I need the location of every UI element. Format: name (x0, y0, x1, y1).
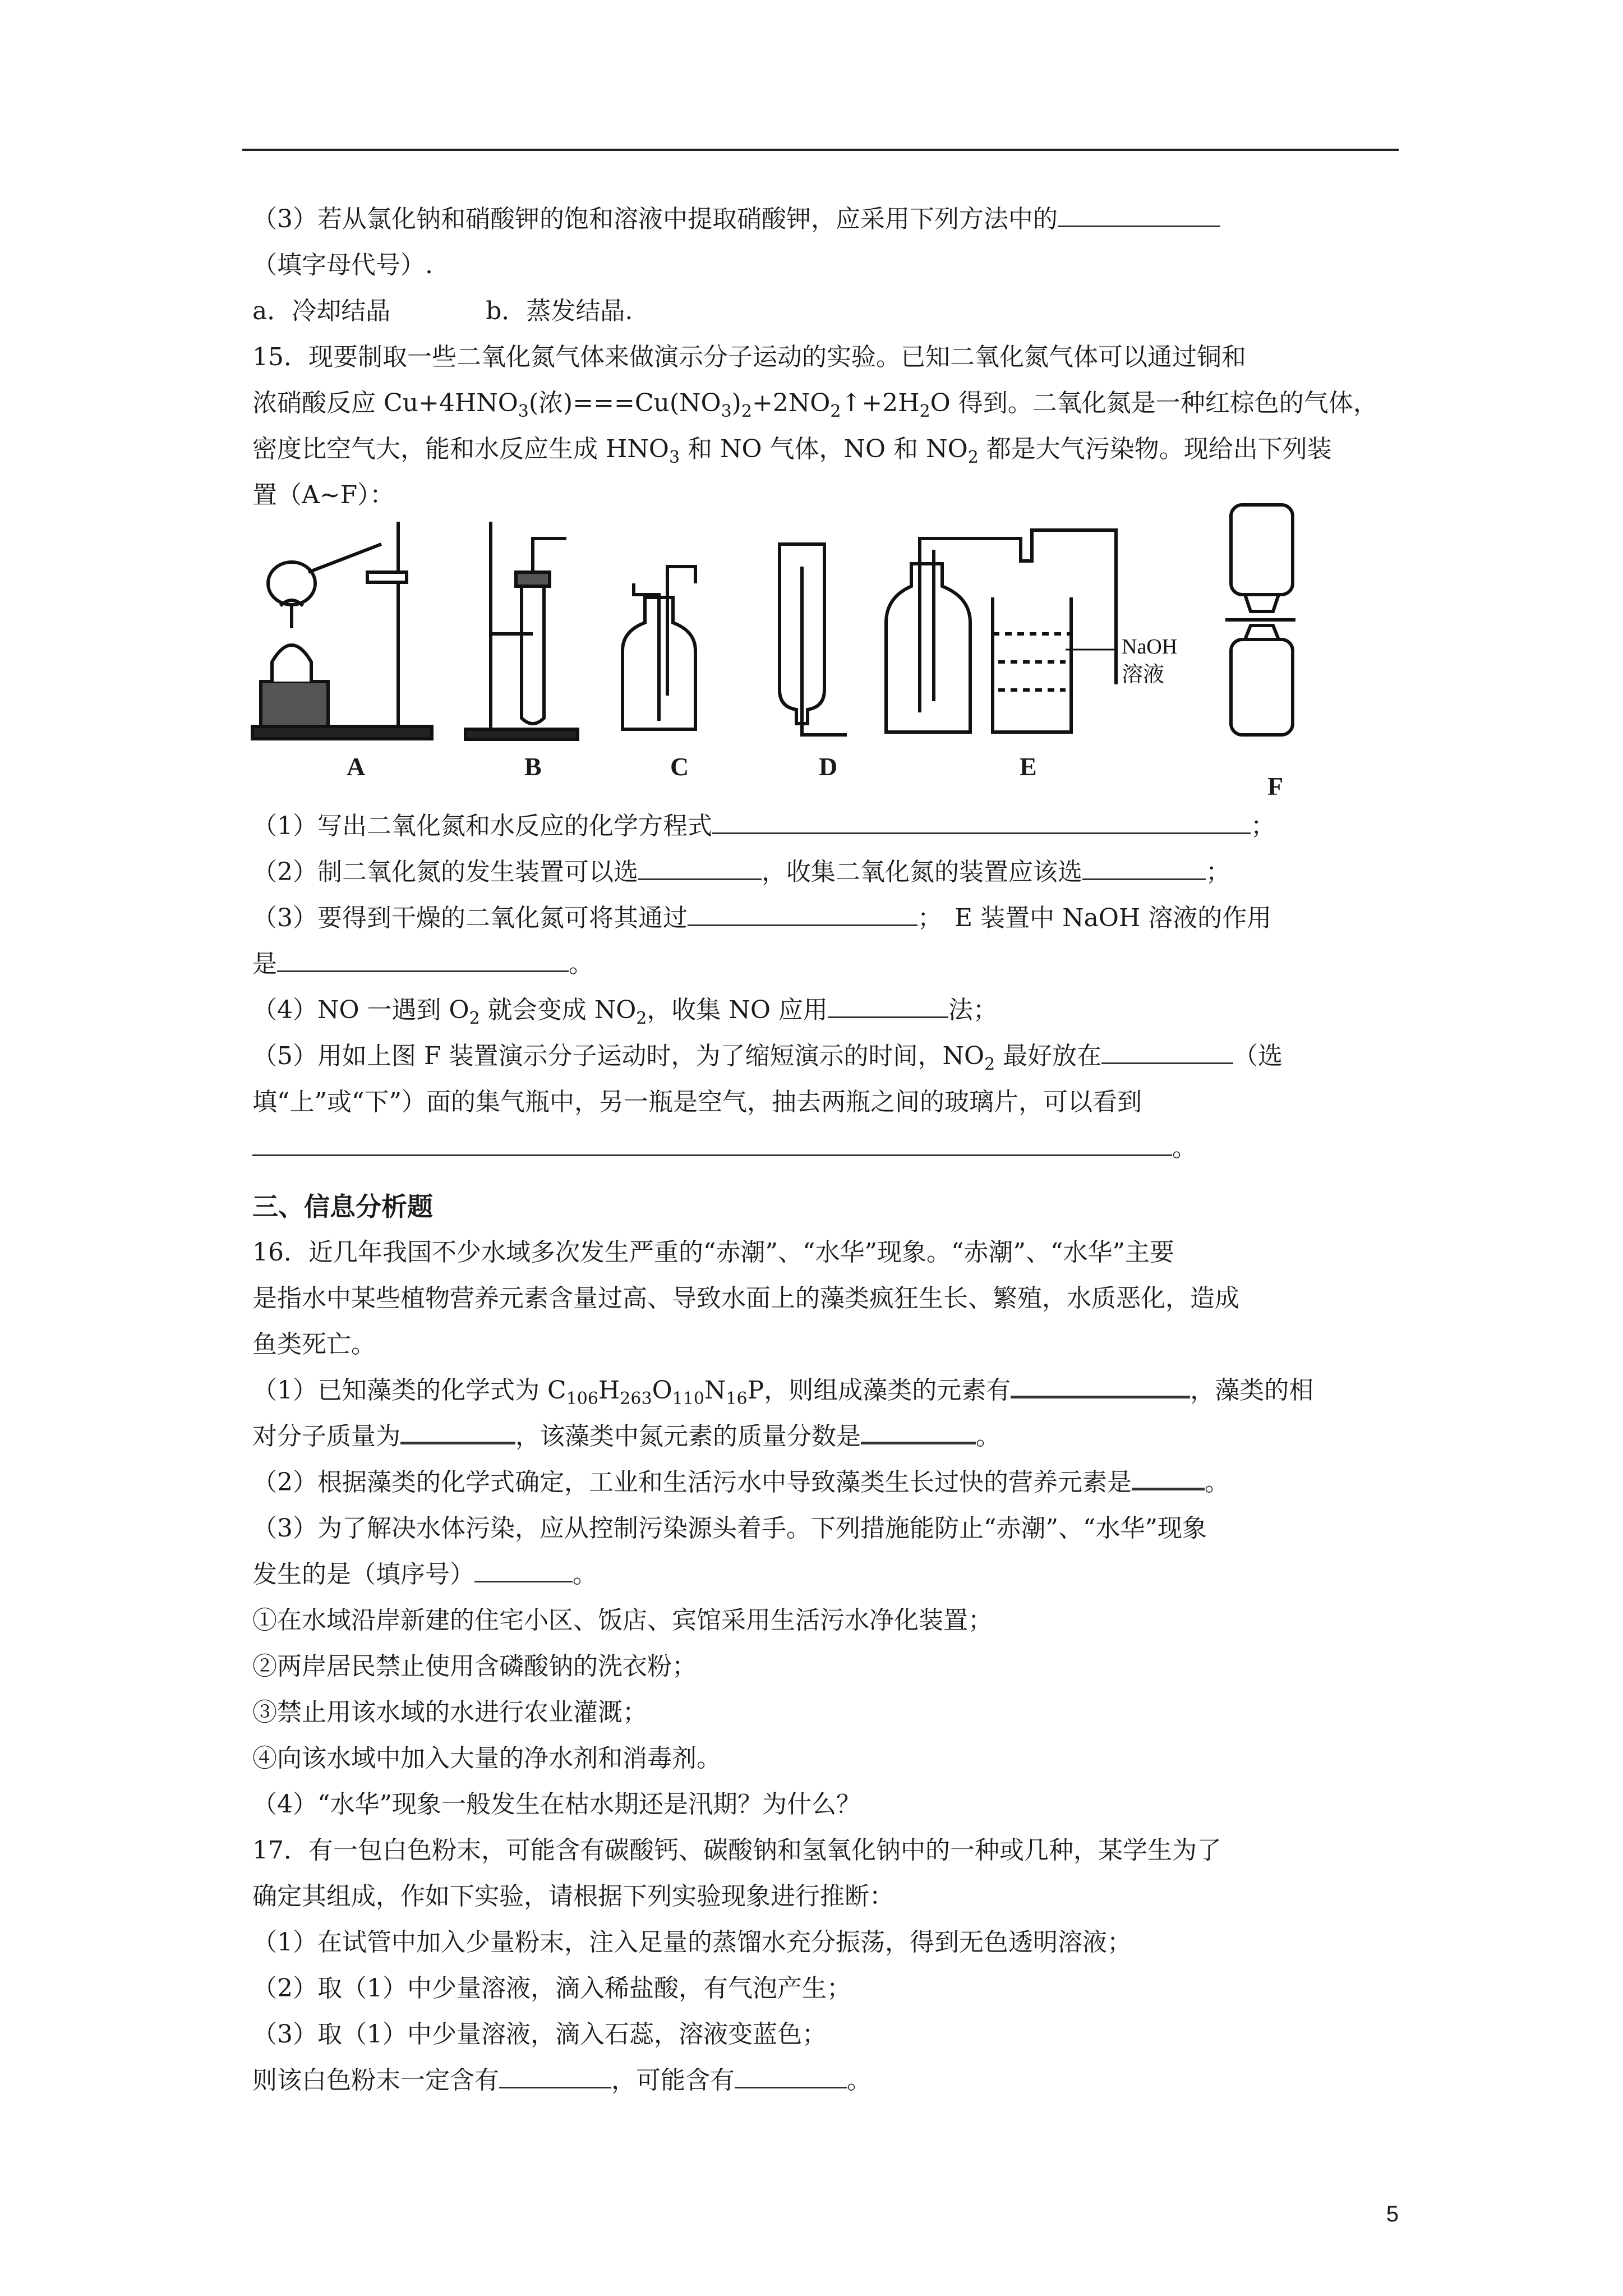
q16-part3: （3）为了解决水体污染，应从控制污染源头着手。下列措施能防止“赤潮”、“水华”现象 (252, 1514, 1207, 1543)
q16-part3-line2: 发生的是（填序号） 。 (252, 1552, 1399, 1598)
naoh-label: NaOH (1122, 635, 1178, 659)
q17-step2: （2）取（1）中少量溶液，滴入稀盐酸，有气泡产生； (252, 1974, 851, 2003)
answer-blank[interactable] (861, 1414, 976, 1444)
q14-3-line1: （3）若从氯化钠和硝酸钾的饱和溶液中提取硝酸钾，应采用下列方法中的 (252, 196, 1399, 242)
option-a: a．冷却结晶 (252, 297, 391, 325)
page-number: 5 (1386, 2202, 1399, 2226)
section-title: 三、信息分析题 (252, 1191, 433, 1222)
q17-conclusion: 则该白色粉末一定含有 ，可能含有 。 (252, 2058, 1399, 2104)
q16-part1-line2: 对分子质量为 ，该藻类中氮元素的质量分数是 。 (252, 1414, 1399, 1460)
answer-blank[interactable] (638, 850, 762, 880)
q16-option4: ④向该水域中加入大量的净水剂和消毒剂。 (252, 1744, 721, 1773)
answer-blank[interactable] (735, 2059, 847, 2088)
apparatus-c-icon (623, 567, 695, 729)
solution-label: 溶液 (1122, 663, 1165, 687)
q16-intro2: 是指水中某些植物营养元素含量过高、导致水面上的藻类疯狂生长、繁殖，水质恶化，造成 (252, 1284, 1239, 1313)
answer-blank[interactable] (1011, 1368, 1190, 1398)
q16-intro1: 16．近几年我国不少水域多次发生严重的“赤潮”、“水华”现象。“赤潮”、“水华”主要 (252, 1238, 1174, 1267)
apparatus-f-icon (1225, 505, 1295, 735)
apparatus-a-icon (252, 522, 432, 739)
apparatus-b-icon (465, 522, 578, 739)
q15-part3-cont: 是 。 (252, 941, 1399, 987)
q17-intro1: 17．有一包白色粉末，可能含有碳酸钙、碳酸钠和氢氧化钠中的一种或几种，某学生为了 (252, 1836, 1221, 1865)
q15-intro3: 密度比空气大，能和水反应生成 $HNO_3$ 和 NO 气体，NO 和 $NO_2$ 都是大气污染物。现给出下列装 (252, 435, 1332, 467)
q16-option3: ③禁止用该水域的水进行农业灌溉； (252, 1698, 647, 1727)
q15-part1: （1）写出二氧化氮和水反应的化学方程式 ； (252, 803, 1399, 849)
q15-part5-line3: 。 (252, 1125, 1399, 1171)
answer-blank[interactable] (828, 988, 948, 1018)
header-rule (242, 149, 1399, 151)
answer-blank[interactable] (688, 896, 917, 926)
answer-blank[interactable] (277, 942, 569, 972)
q14-3-line2: （填字母代号）. (252, 251, 433, 279)
q15-part3: （3）要得到干燥的二氧化氮可将其通过 ； E 装置中 NaOH 溶液的作用 (252, 895, 1399, 941)
answer-blank[interactable] (1132, 1460, 1205, 1490)
q16-part1: （1）已知藻类的化学式为 $C_{106}H_{263}O_{110}N_{16}P$，则组成藻类的元素有 ，藻类的相 (252, 1368, 1399, 1414)
answer-blank[interactable] (1082, 850, 1206, 880)
answer-blank[interactable] (1101, 1034, 1233, 1064)
apparatus-d-icon (780, 544, 847, 735)
label-d: D (819, 752, 838, 781)
apparatus-figure (241, 499, 1295, 802)
label-b: B (524, 752, 542, 781)
q16-option2: ②两岸居民禁止使用含磷酸钠的洗衣粉； (252, 1652, 697, 1681)
q17-step3: （3）取（1）中少量溶液，滴入石蕊，溶液变蓝色； (252, 2020, 827, 2049)
q17-step1: （1）在试管中加入少量粉末，注入足量的蒸馏水充分振荡，得到无色透明溶液； (252, 1928, 1132, 1957)
answer-blank[interactable] (252, 1126, 1172, 1156)
option-b: b．蒸发结晶. (486, 297, 633, 325)
q15-intro1: 15．现要制取一些二氧化氮气体来做演示分子运动的实验。已知二氧化氮气体可以通过铜和 (252, 343, 1246, 371)
q17-intro2: 确定其组成，作如下实验，请根据下列实验现象进行推断： (252, 1882, 894, 1911)
q14-section (252, 196, 1399, 518)
answer-blank[interactable] (499, 2059, 611, 2088)
q15-parts (252, 803, 1399, 1171)
label-f: F (1267, 772, 1284, 800)
q15-part2: （2）制二氧化氮的发生装置可以选 ，收集二氧化氮的装置应该选 ； (252, 849, 1399, 895)
q15-part4: （4）NO 一遇到 $O_2$ 就会变成 $NO_2$，收集 NO 应用 法； (252, 987, 1399, 1033)
answer-blank[interactable] (712, 804, 1251, 834)
q16-part2: （2）根据藻类的化学式确定，工业和生活污水中导致藻类生长过快的营养元素是 。 (252, 1460, 1399, 1506)
answer-blank[interactable] (474, 1553, 573, 1582)
q15-intro2: 浓硝酸反应 $Cu+4HNO_3$(浓)$===Cu(NO_3)_2+2NO_2↑+2H_2O$ 得到。二氧化氮是一种红棕色的气体， (252, 389, 1378, 421)
q15-part5-line2: 填“上”或“下”）面的集气瓶中，另一瓶是空气，抽去两瓶之间的玻璃片，可以看到 (252, 1088, 1142, 1116)
answer-blank[interactable] (400, 1414, 515, 1444)
answer-blank[interactable] (1058, 197, 1220, 227)
q16-intro3: 鱼类死亡。 (252, 1330, 376, 1359)
label-e: E (1020, 752, 1037, 781)
q15-part5: （5）用如上图 F 装置演示分子运动时，为了缩短演示的时间，$NO_2$ 最好放在 （选 (252, 1033, 1399, 1079)
label-c: C (670, 752, 689, 781)
q16-option1: ①在水域沿岸新建的住宅小区、饭店、宾馆采用生活污水净化装置； (252, 1606, 993, 1635)
q15-intro4: 置（A~F）： (252, 481, 395, 509)
apparatus-e-icon (886, 530, 1116, 732)
label-a: A (347, 752, 366, 781)
q14-3-options (252, 288, 1399, 334)
q16-part4: （4）“水华”现象一般发生在枯水期还是汛期？为什么？ (252, 1790, 861, 1819)
section3 (252, 1184, 1399, 2104)
